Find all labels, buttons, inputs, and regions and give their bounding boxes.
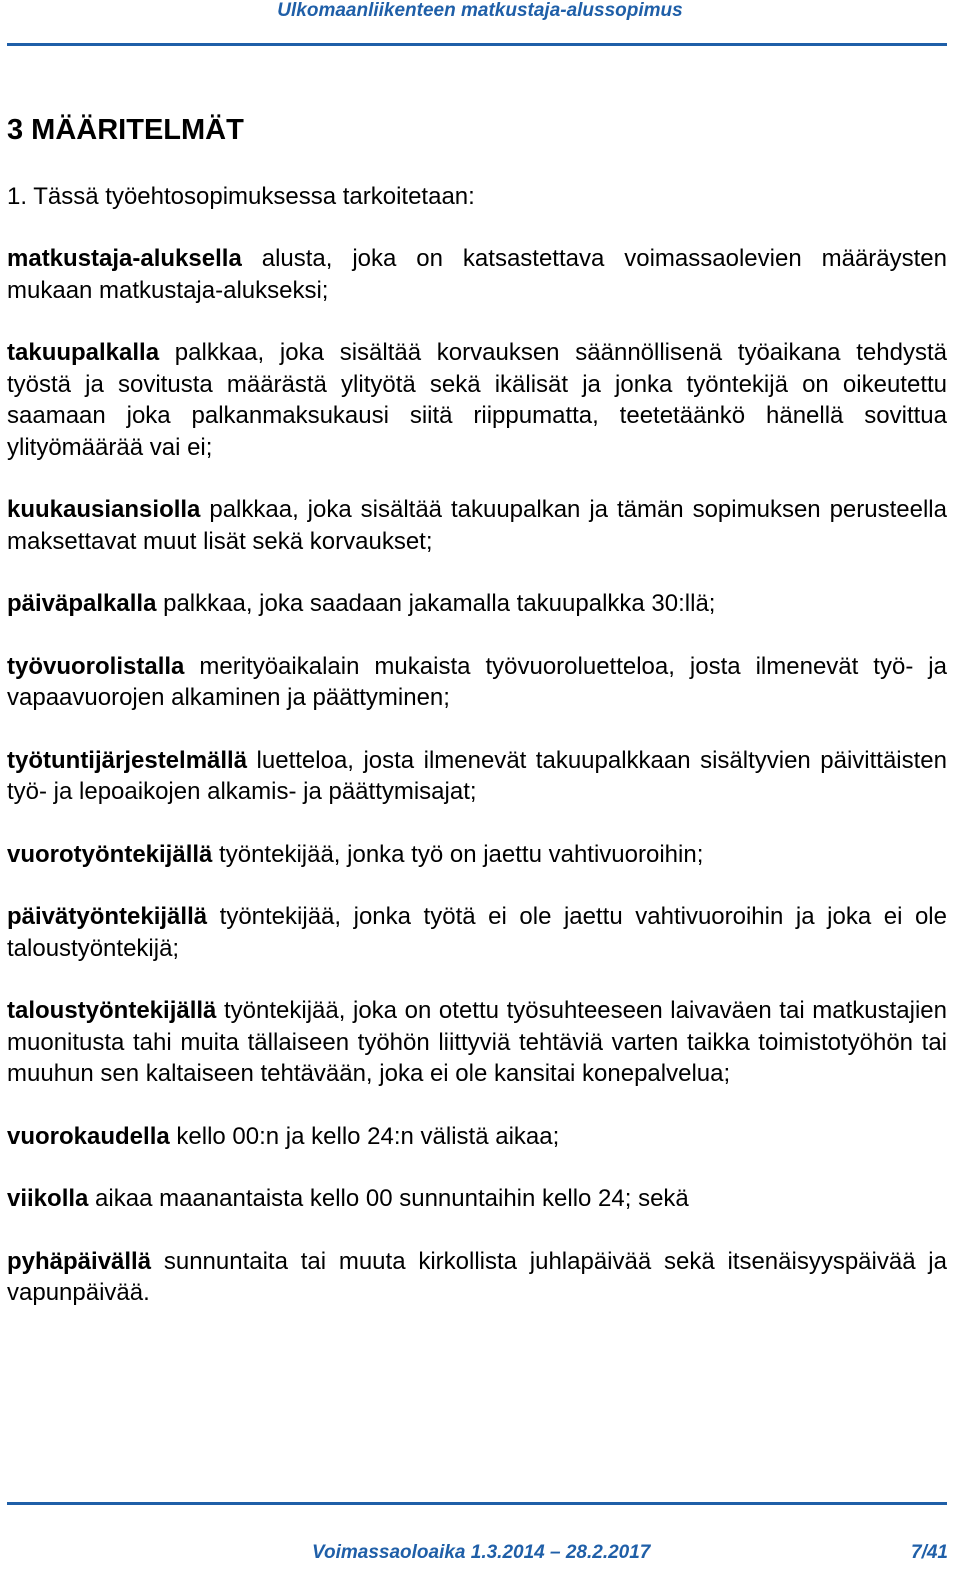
definition-text: palkkaa, joka sisältää takuupalkan ja tämän sopimuksen perusteella maksettavat muut lisät sekä korvaukset;: [7, 496, 947, 555]
definition-item: [7, 901, 947, 964]
footer-divider: [7, 1502, 947, 1505]
definition-text: palkkaa, joka saadaan jakamalla takuupalkka 30:llä;: [156, 590, 716, 617]
definition-item: [7, 588, 947, 620]
definition-item: [7, 337, 947, 463]
definition-text: työntekijää, jonka työtä ei ole jaettu vahtivuoroihin ja joka ei ole taloustyöntekijä;: [7, 903, 947, 962]
section-intro: 1. Tässä työehtosopimuksessa tarkoitetaan:: [7, 183, 475, 210]
definition-text: aikaa maanantaista kello 00 sunnuntaihin kello 24; sekä: [88, 1185, 689, 1212]
definition-term: taloustyöntekijällä: [7, 997, 217, 1024]
definition-text: merityöaikalain mukaista työvuoroluetteloa, josta ilmenevät työ- ja vapaavuorojen alkaminen ja päättyminen;: [7, 652, 947, 711]
definition-term: takuupalkalla: [7, 339, 160, 366]
definition-term: työvuorolistalla: [7, 652, 185, 680]
definition-item: [7, 243, 947, 306]
definition-item: [7, 1183, 947, 1215]
definition-text: luetteloa, josta ilmenevät takuupalkkaan sisältyvien päivittäisten työ- ja lepoaikojen alkamis- ja päättymisajat;: [7, 746, 947, 805]
page-number: 7/41: [911, 1542, 948, 1563]
definition-term: matkustaja-aluksella: [7, 245, 242, 272]
definition-text: kello 00:n ja kello 24:n välistä aikaa;: [169, 1122, 560, 1150]
definition-text: työntekijää, joka on otettu työsuhteeseen laivaväen tai matkustajien muonitusta tahi muita tällaiseen työhön liittyviä tehtäviä varten taikka toimistotyöhön tai muuhun sen kaltaiseen tehtävään, joka ei ole kansitai konepalvelua;: [7, 997, 947, 1087]
definition-term: kuukausiansiolla: [7, 496, 201, 523]
definition-term: päiväpalkalla: [7, 590, 157, 617]
definitions-list: [7, 243, 947, 1309]
document-header-title: Ulkomaanliikenteen matkustaja-alussopimus: [277, 0, 683, 21]
definition-text: sunnuntaita tai muuta kirkollista juhlapäivää sekä itsenäisyyspäivää ja vapunpäivää.: [7, 1247, 947, 1306]
definition-text: työntekijää, jonka työ on jaettu vahtivuoroihin;: [212, 840, 704, 868]
definition-term: pyhäpäivällä: [7, 1247, 152, 1275]
definition-item: [7, 1121, 947, 1153]
definition-term: viikolla: [7, 1185, 89, 1212]
definition-text: alusta, joka on katsastettava voimassaolevien määräysten mukaan matkustaja-alukseksi;: [7, 245, 947, 304]
definition-term: vuorotyöntekijällä: [7, 840, 213, 868]
section-heading: 3 MÄÄRITELMÄT: [7, 114, 244, 146]
definition-item: [7, 839, 947, 871]
definition-term: työtuntijärjestelmällä: [7, 746, 248, 774]
definition-item: [7, 995, 947, 1090]
definition-term: päivätyöntekijällä: [7, 903, 208, 930]
definition-item: [7, 651, 947, 714]
definition-item: [7, 494, 947, 557]
validity-period: Voimassaoloaika 1.3.2014 – 28.2.2017: [312, 1542, 651, 1563]
definition-text: palkkaa, joka sisältää korvauksen säännöllisenä työaikana tehdystä työstä ja sovitusta määrästä ylityötä sekä ikälisät ja jonka työntekijä on oikeutettu saamaan joka palkanmaksukausi siitä riippumatta, teetetäänkö hänellä sovittua ylityömäärää vai ei;: [7, 339, 947, 461]
definition-term: vuorokaudella: [7, 1122, 170, 1150]
header-divider: [7, 43, 947, 46]
definition-item: [7, 745, 947, 808]
definition-item: [7, 1246, 947, 1309]
